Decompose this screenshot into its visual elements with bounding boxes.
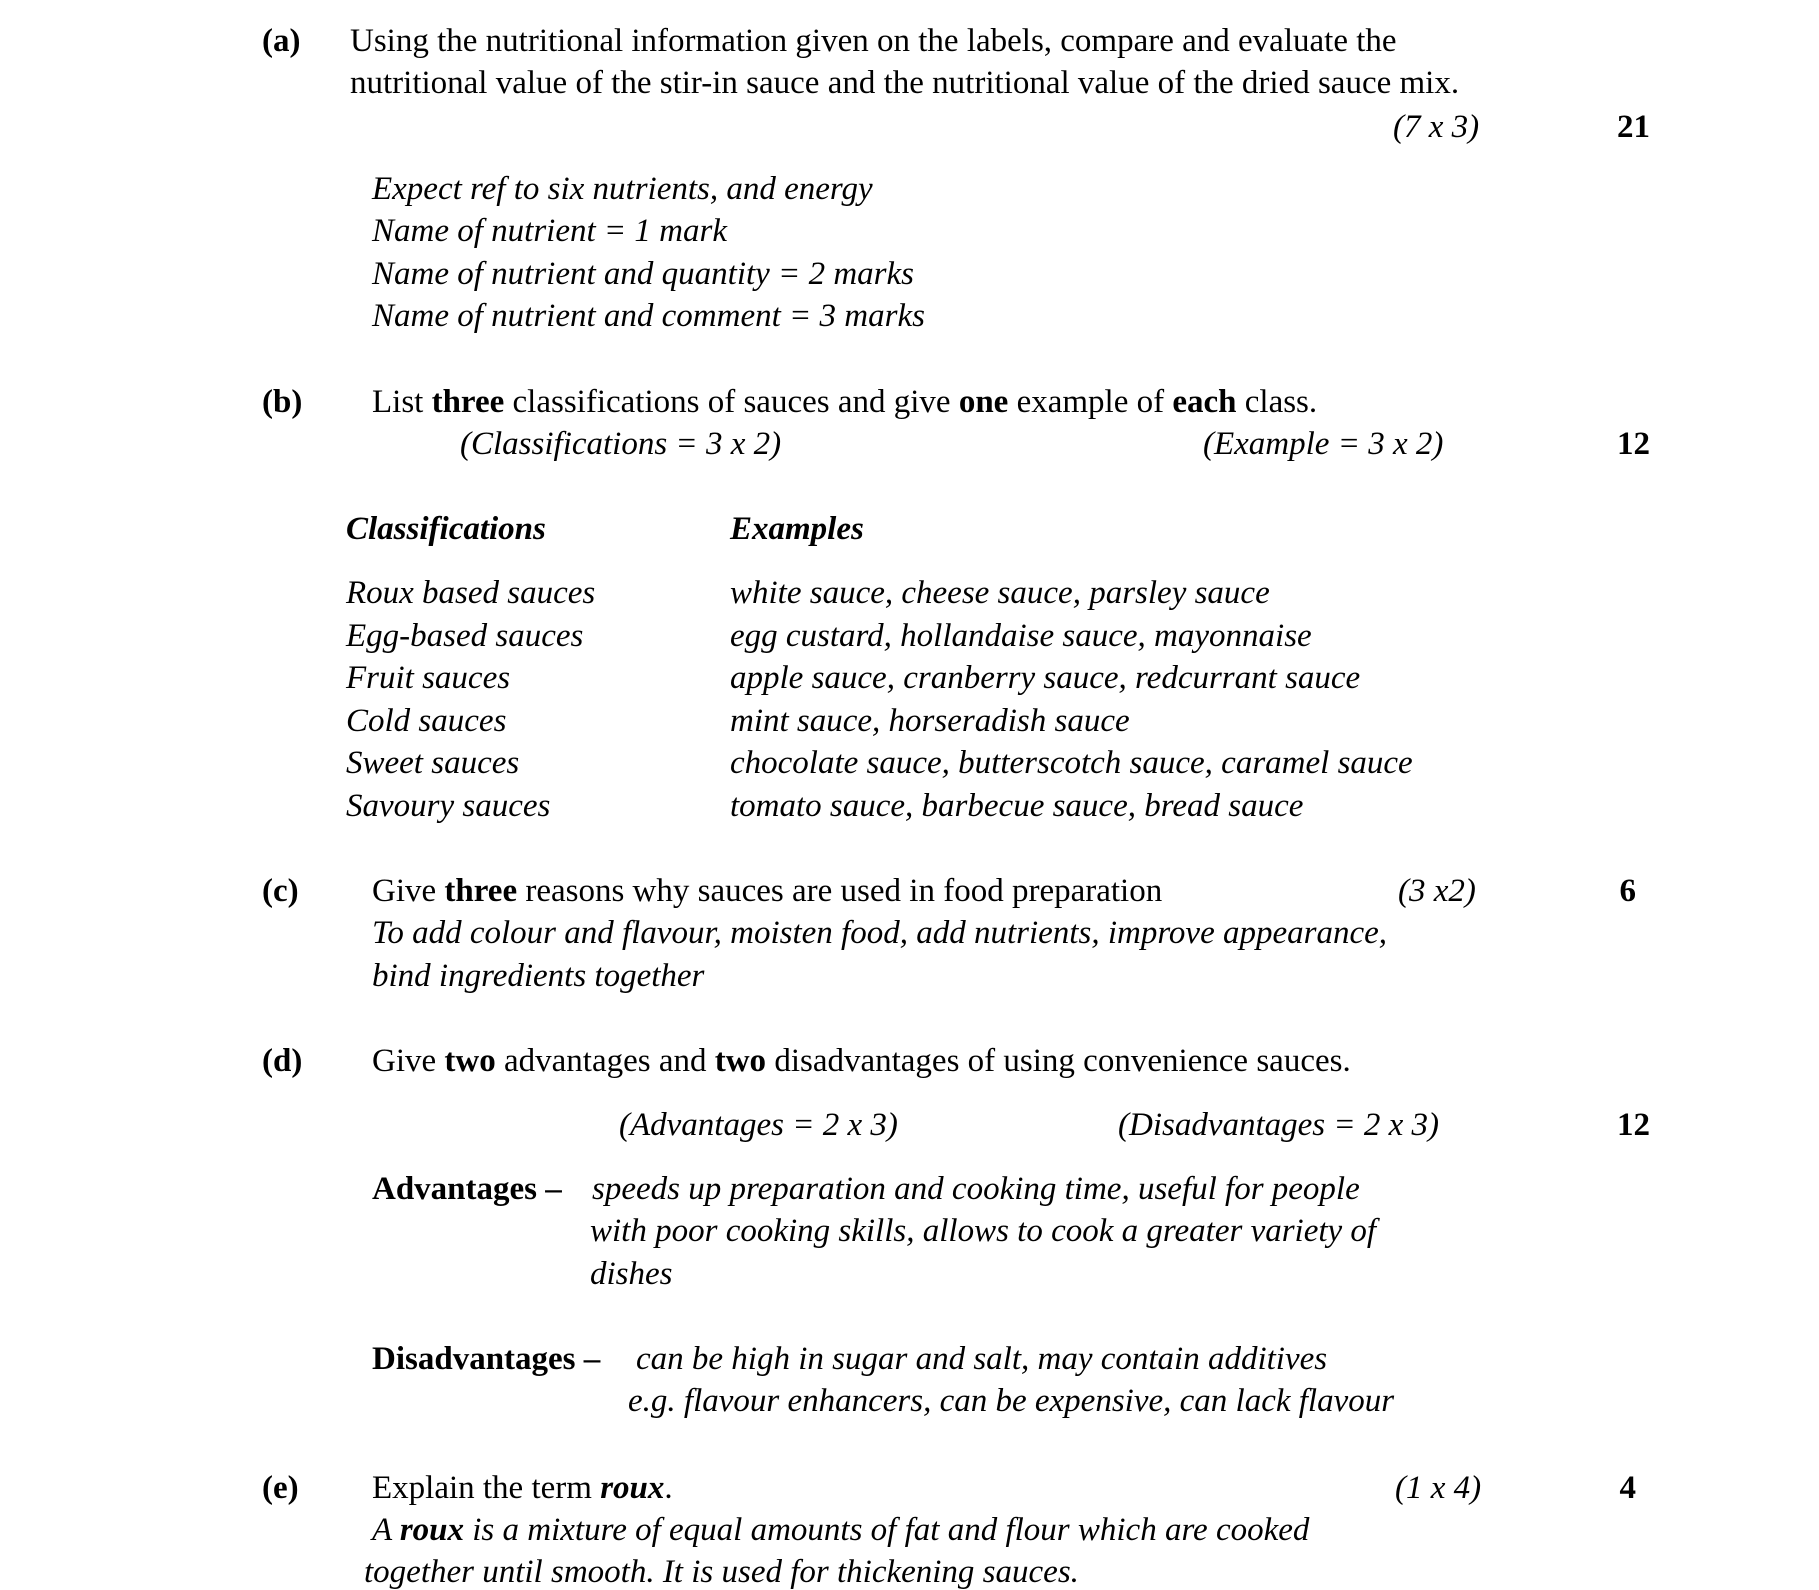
part-c-answer-line2: bind ingredients together [372, 958, 705, 994]
part-b-label: (b) [262, 384, 303, 420]
part-d-allocation-advantages: (Advantages = 2 x 3) [619, 1107, 898, 1143]
part-c-allocation: (3 x2) [1398, 873, 1476, 909]
part-a-scheme-line: Name of nutrient and quantity = 2 marks [372, 256, 914, 292]
part-b-allocation-classifications: (Classifications = 3 x 2) [460, 426, 782, 462]
part-c-question: Give three reasons why sauces are used in food preparation [372, 873, 1163, 909]
classification-cell: Roux based sauces [346, 575, 596, 611]
classifications-header: Classifications [346, 511, 546, 547]
part-a-question-line1: Using the nutritional information given on the labels, compare and evaluate the [350, 23, 1397, 59]
part-a-question-line2: nutritional value of the stir-in sauce and the nutritional value of the dried sauce mix. [350, 65, 1460, 101]
part-c-marks: 6 [1619, 873, 1636, 909]
part-b-question: List three classifications of sauces and give one example of each class. [372, 384, 1318, 420]
disadvantages-text-line1: can be high in sugar and salt, may contain additives [636, 1341, 1328, 1377]
part-e-answer-line2: together until smooth. It is used for thickening sauces. [364, 1554, 1079, 1590]
part-c-answer-line1: To add colour and flavour, moisten food, add nutrients, improve appearance, [372, 915, 1388, 951]
classification-cell: Sweet sauces [346, 745, 520, 781]
part-e-label: (e) [262, 1470, 299, 1506]
part-d-allocation-disadvantages: (Disadvantages = 2 x 3) [1118, 1107, 1440, 1143]
advantages-text-line3: dishes [590, 1256, 673, 1292]
examples-header: Examples [730, 511, 864, 547]
part-e-answer-line1: A roux is a mixture of equal amounts of fat and flour which are cooked [372, 1512, 1310, 1548]
examples-cell: tomato sauce, barbecue sauce, bread sauce [730, 788, 1304, 824]
part-d-question: Give two advantages and two disadvantages of using convenience sauces. [372, 1043, 1351, 1079]
part-b-marks: 12 [1617, 426, 1650, 462]
examples-cell: apple sauce, cranberry sauce, redcurrant sauce [730, 660, 1361, 696]
advantages-text-line2: with poor cooking skills, allows to cook a greater variety of [590, 1213, 1377, 1249]
part-a-allocation: (7 x 3) [1393, 109, 1480, 145]
disadvantages-label: Disadvantages – [372, 1341, 601, 1377]
part-a-scheme-line: Name of nutrient = 1 mark [372, 213, 727, 249]
part-d-label: (d) [262, 1043, 303, 1079]
classification-cell: Savoury sauces [346, 788, 551, 824]
part-e-marks: 4 [1619, 1470, 1636, 1506]
disadvantages-text-line2: e.g. flavour enhancers, can be expensive, can lack flavour [628, 1383, 1395, 1419]
classification-cell: Cold sauces [346, 703, 507, 739]
part-b-allocation-examples: (Example = 3 x 2) [1203, 426, 1444, 462]
part-c-label: (c) [262, 873, 299, 909]
part-e-question: Explain the term roux. [372, 1470, 673, 1506]
part-a-marks: 21 [1617, 109, 1650, 145]
part-a-label: (a) [262, 23, 301, 59]
classification-cell: Fruit sauces [346, 660, 511, 696]
advantages-text-line1: speeds up preparation and cooking time, useful for people [592, 1171, 1360, 1207]
part-e-allocation: (1 x 4) [1395, 1470, 1482, 1506]
part-d-marks: 12 [1617, 1107, 1650, 1143]
part-a-scheme-line: Expect ref to six nutrients, and energy [372, 171, 873, 207]
classification-cell: Egg-based sauces [346, 618, 584, 654]
examples-cell: white sauce, cheese sauce, parsley sauce [730, 575, 1270, 611]
examples-cell: mint sauce, horseradish sauce [730, 703, 1130, 739]
advantages-label: Advantages – [372, 1171, 562, 1207]
examples-cell: chocolate sauce, butterscotch sauce, caramel sauce [730, 745, 1413, 781]
part-a-scheme-line: Name of nutrient and comment = 3 marks [372, 298, 925, 334]
examples-cell: egg custard, hollandaise sauce, mayonnaise [730, 618, 1312, 654]
